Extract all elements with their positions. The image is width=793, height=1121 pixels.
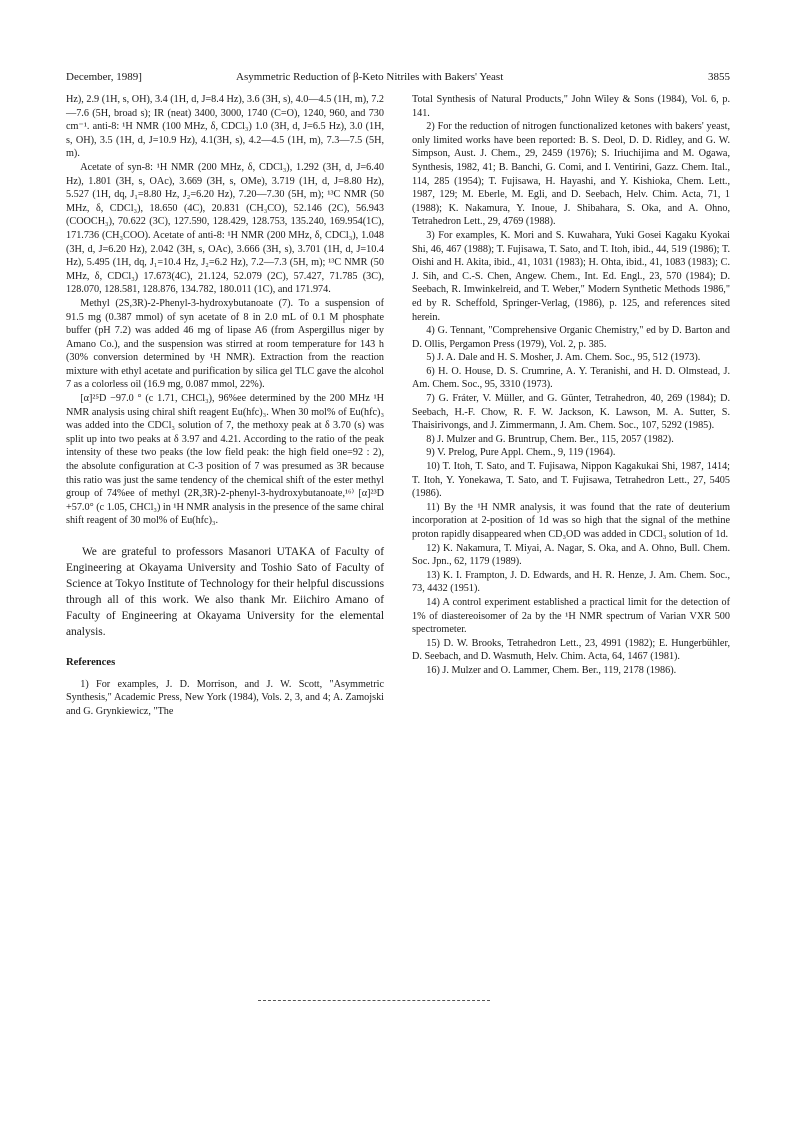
reference-5: 5) J. A. Dale and H. S. Mosher, J. Am. Chem. Soc., 95, 512 (1973).: [426, 352, 701, 364]
reference-14: 14) A control experiment established a practical limit for the detection of 1% of diastereoisomer of 2a by the ¹H NMR spectrum of Varian VXR 500 spectrometer.: [412, 596, 730, 636]
reference-6: 6) H. O. House, D. S. Crumrine, A. Y. Teranishi, and H. D. Olmstead, J. Am. Chem. Soc., 95, 3310 (1973).: [412, 365, 730, 391]
reference-1: 1) For examples, J. D. Morrison, and J. W. Scott, "Asymmetric Synthesis," Academic Press, New York (1984), Vols. 2, 3, and 4; A. Zamojski and G. Grynkiewicz, "The: [66, 678, 384, 717]
references-heading: References: [66, 657, 116, 668]
header-date: December, 1989]: [66, 71, 142, 83]
header-title: Asymmetric Reduction of β-Keto Nitriles with Bakers' Yeast: [236, 71, 504, 83]
acetate-paragraph: Acetate of syn-8: ¹H NMR (200 MHz, δ, CDCl₃), 1.292 (3H, d, J=6.40 Hz), 1.801 (3H, s, OAc), 3.669 (3H, s, OMe), 3.719 (1H, d, J=8.80 Hz), 5.527 (1H, dq, J₁=8.80 Hz, J₂=6.20 Hz), 7.20—7.30 (5H, m); ¹³C NMR (50 MHz, δ, CDCl₃), 18.650 (4C), 20.831 (CH₃CO), 52.146 (2C), 56.943 (COOCH₃), 70.622 (3C), 127.590, 128.429, 128.753, 135.240, 169.954(1C), 171.736 (CH₃COO). Acetate of anti-8: ¹H NMR (200 MHz, δ, CDCl₃), 1.048 (3H, d, J=6.20 Hz), 2.042 (3H, s, OAc), 3.666 (3H, s), 3.701 (1H, d, J=10.4 Hz), 5.495 (1H, dq, J₁=10.4 Hz, J₂=6.2 Hz), 7.2—7.3 (5H, m); ¹³C NMR (50 MHz, δ, CDCl₃) 17.673(4C), 21.124, 52.079 (2C), 57.427, 71.785 (3C), 128.070, 128.581, 128.876, 134.782, 180.011 (1C), and 171.974.: [66, 161, 384, 296]
right-column: [412, 93, 730, 678]
reference-2: 2) For the reduction of nitrogen functionalized ketones with bakers' yeast, only limited works have been reported: B. S. Deol, D. D. Ridley, and G. W. Simpson, Aust. J. Chem., 29, 2459 (1976); S. Iriuchijima and M. Ogawa, Synthesis, 1982, 41; B. Banchi, G. Comi, and I. Ventirini, Gazz. Chem. Ital., 114, 285 (1954); T. Fujisawa, H. Hayashi, and Y. Kishioka, Chem. Lett., 1987, 129; M. Eberle, M. Egli, and D. Seebach, Helv. Chim. Acta, 71, 1 (1988); K. Nakamura, Y. Inoue, J. Shibahara, S. Oka, and A. Ohno, Tetrahedron Lett., 29, 4769 (1988).: [412, 121, 730, 228]
reference-9: 9) V. Prelog, Pure Appl. Chem., 9, 119 (1964).: [426, 447, 616, 459]
reference-4: 4) G. Tennant, "Comprehensive Organic Chemistry," ed by D. Barton and D. Ollis, Pergamon Press (1979), Vol. 2, p. 385.: [412, 325, 730, 350]
acknowledgement: We are grateful to professors Masanori UTAKA of Faculty of Engineering at Okayama University and Toshio Sato of Faculty of Science at Tokyo Institute of Technology for their helpful discussions through all of this work. We also thank Mr. Eiichiro Amano of Faculty of Engineering at Okayama University for the elemental analysis.: [66, 546, 384, 638]
page-number: 3855: [708, 71, 730, 83]
reference-15: 15) D. W. Brooks, Tetrahedron Lett., 23, 4991 (1982); E. Hungerbühler, D. Seebach, and D. Wasmuth, Helv. Chim. Acta, 64, 1467 (1981).: [412, 637, 730, 663]
reference-7: 7) G. Fráter, V. Müller, and G. Günter, Tetrahedron, 40, 269 (1984); D. Seebach, H.-F. Chow, R. F. W. Jackson, K. Lawson, M. A. Sutter, S. Thaisirivongs, and J. Zimmermann, J. Am. Chem. Soc., 107, 5292 (1985).: [412, 393, 730, 432]
nmr-data-paragraph: Hz), 2.9 (1H, s, OH), 3.4 (1H, d, J=8.4 Hz), 3.6 (3H, s), 4.0—4.5 (1H, m), 7.2—7.6 (5H, broad s); IR (neat) 3400, 3000, 1740 (C=O), 1240, 960, and 730 cm⁻¹. anti-8: ¹H NMR (100 MHz, δ, CDCl₃) 1.0 (3H, d, J=6.5 Hz), 3.0 (1H, s, OH), 3.5 (1H, d, J=10.9 Hz), 4.1(3H, s), 4.2—4.5 (1H, m), 7.3—7.5 (5H, m).: [66, 94, 384, 160]
reference-1-cont: Total Synthesis of Natural Products," John Wiley & Sons (1984), Vol. 6, p. 141.: [412, 94, 730, 119]
reference-3: 3) For examples, K. Mori and S. Kuwahara, Yuki Gosei Kagaku Kyokai Shi, 46, 467 (1988); T. Fujisawa, T. Sato, and T. Itoh, ibid., 44, 519 (1986); T. Oishi and H. Akita, ibid., 41, 1031 (1983); H. Ohta, ibid., 41, 1083 (1983); C. J. Sih, and C.-S. Chen, Angew. Chem., Int. Ed. Engl., 23, 570 (1984); D. Seebach, R. Imwinkelreid, and T. Weber," Modern Synthetic Methods 1986," ed by R. Scheffold, Springer-Verlag, (1986), p. 125, and references sited herein.: [412, 229, 730, 323]
end-rule: [258, 1000, 490, 1001]
reference-10: 10) T. Itoh, T. Sato, and T. Fujisawa, Nippon Kagakukai Shi, 1987, 1414; T. Itoh, Y. Yonekawa, T. Sato, and T. Fujisawa, Tetrahedron Lett., 27, 5405 (1986).: [412, 461, 730, 500]
reference-11: 11) By the ¹H NMR analysis, it was found that the rate of deuterium incorporation at 2-position of 1d was so high that the signal of the methine proton rapidly disappeared when CD₃OD was added in CDCl₃ solution of 1d.: [412, 501, 730, 540]
reference-8: 8) J. Mulzer and G. Bruntrup, Chem. Ber., 115, 2057 (1982).: [426, 433, 674, 445]
reference-16: 16) J. Mulzer and O. Lammer, Chem. Ber., 119, 2178 (1986).: [426, 664, 677, 676]
left-column: [66, 93, 384, 718]
reference-12: 12) K. Nakamura, T. Miyai, A. Nagar, S. Oka, and A. Ohno, Bull. Chem. Soc. Jpn., 62, 1179 (1989).: [412, 542, 730, 568]
running-header: [66, 71, 730, 87]
methyl-ester-paragraph: Methyl (2S,3R)-2-Phenyl-3-hydroxybutanoate (7). To a suspension of 91.5 mg (0.387 mmol) of syn acetate of 8 in 2.0 mL of 0.1 M phosphate buffer (pH 7.2) was added 46 mg of lipase A6 (from Aspergillus niger by Amano Co.), and the suspension was stirred at room temperature for 143 h (30% conversion determined by ¹H NMR). Extraction from the reaction mixture with ethyl acetate and purification by silica gel TLC gave the alcohol 7 as a colorless oil (16.9 mg, 0.087 mmol, 22%).: [66, 297, 384, 391]
rotation-paragraph: [α]²⁵D −97.0 ° (c 1.71, CHCl₃), 96%ee determined by the 200 MHz ¹H NMR analysis using chiral shift reagent Eu(hfc)₃. When 30 mol% of Eu(hfc)₃ was added into the CDCl₃ solution of 7, the methoxy peak at δ 3.70 (s) was split up into two peaks at δ 3.97 and 4.21. According to the ratio of the peak intensity of these two peaks (the low field peak: the high field one=92 : 2), the absolute configuration at C-3 position of 7 was presumed as 3R because this ratio was just the same tendency of the chemical shift of the ester methyl group of 74%ee of methyl (2R,3R)-2-phenyl-3-hydroxybutanoate,¹⁶⁾ [α]²³D +57.0° (c 1.05, CHCl₃) in ¹H NMR analysis in the presence of the same chiral shift reagent of 30 mol% of Eu(hfc)₃.: [66, 393, 384, 527]
reference-13: 13) K. I. Frampton, J. D. Edwards, and H. R. Henze, J. Am. Chem. Soc., 73, 4432 (1951).: [412, 569, 730, 595]
